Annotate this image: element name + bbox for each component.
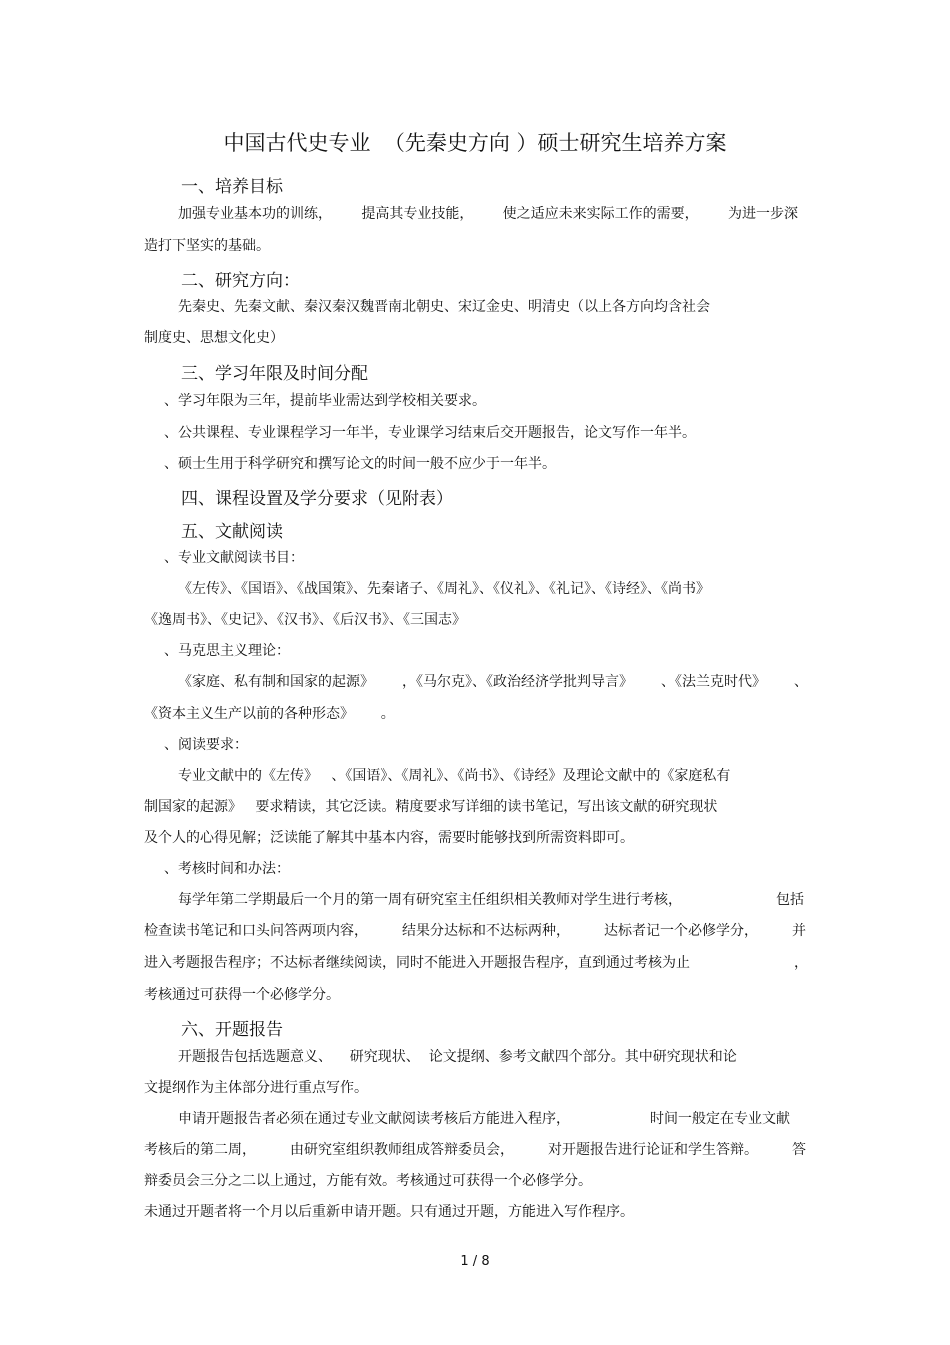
subsection-label: 、马克思主义理论： bbox=[164, 643, 290, 659]
text-segment: 答 bbox=[792, 1142, 806, 1158]
section-heading-3: 三、学习年限及时间分配 bbox=[181, 364, 368, 384]
text-segment: 使之适应未来实际工作的需要， bbox=[502, 206, 699, 222]
text-segment: 由研究室组织教师组成答辩委员会， bbox=[290, 1142, 514, 1158]
text-segment: 结果分达标和不达标两种， bbox=[402, 923, 570, 939]
text-segment: 并 bbox=[792, 923, 806, 939]
paragraph-line bbox=[144, 1141, 806, 1159]
text-segment: 时间一般定在专业文献 bbox=[650, 1111, 790, 1127]
text-segment: ， bbox=[794, 955, 808, 971]
paragraph-line: 辩委员会三分之二以上通过，方能有效。考核通过可获得一个必修学分。 bbox=[144, 1173, 592, 1189]
text-segment: 包括 bbox=[776, 892, 804, 908]
paragraph-line: 造打下坚实的基础。 bbox=[144, 238, 270, 254]
subsection-label: 、专业文献阅读书目： bbox=[164, 550, 304, 566]
paragraph-line: 考核通过可获得一个必修学分。 bbox=[144, 987, 340, 1003]
section-heading-6: 六、开题报告 bbox=[181, 1020, 283, 1040]
subsection-label: 、考核时间和办法： bbox=[164, 861, 290, 877]
paragraph-line: 《资本主义生产以前的各种形态》 。 bbox=[144, 706, 395, 722]
paragraph-line: 未通过开题者将一个月以后重新申请开题。只有通过开题，方能进入写作程序。 bbox=[144, 1204, 634, 1220]
text-segment: 为进一步深 bbox=[727, 206, 798, 222]
paragraph-line: 《左传》、《国语》、《战国策》、先秦诸子、《周礼》、《仪礼》、《礼记》、《诗经》、《尚书》 bbox=[178, 581, 710, 597]
paragraph-line bbox=[144, 922, 806, 940]
text-segment: 对开题报告进行论证和学生答辩。 bbox=[548, 1142, 758, 1158]
paragraph-line: 专业文献中的《左传》 、《国语》、《周礼》、《尚书》、《诗经》及理论文献中的《家庭私有 bbox=[178, 768, 731, 784]
paragraph-line bbox=[178, 891, 804, 909]
paragraph-line: 先秦史、先秦文献、秦汉秦汉魏晋南北朝史、宋辽金史、明清史（以上各方向均含社会 bbox=[178, 299, 710, 315]
text-segment: 、 bbox=[794, 674, 808, 690]
paragraph-line bbox=[178, 673, 808, 691]
paragraph-line bbox=[178, 1110, 790, 1128]
text-segment: 提高其专业技能， bbox=[361, 206, 474, 222]
section-heading-5: 五、文献阅读 bbox=[181, 522, 283, 542]
text-segment: 进入考题报告程序；不达标者继续阅读，同时不能进入开题报告程序，直到通过考核为止 bbox=[144, 955, 690, 971]
text-segment: 检查读书笔记和口头问答两项内容， bbox=[144, 923, 368, 939]
paragraph-line: 制国家的起源》 要求精读，其它泛读。精度要求写详细的读书笔记，写出该文献的研究现状 bbox=[144, 799, 718, 815]
document-title: 中国古代史专业 （先秦史方向 ）硕士研究生培养方案 bbox=[223, 131, 727, 155]
paragraph-line: 及个人的心得见解；泛读能了解其中基本内容，需要时能够找到所需资料即可。 bbox=[144, 830, 634, 846]
section-heading-2: 二、研究方向： bbox=[181, 271, 300, 291]
text-segment: 申请开题报告者必须在通过专业文献阅读考核后方能进入程序， bbox=[178, 1111, 570, 1127]
paragraph-line: 制度史、思想文化史） bbox=[144, 330, 284, 346]
paragraph-line bbox=[178, 205, 798, 223]
text-segment: 达标者记一个必修学分， bbox=[604, 923, 758, 939]
text-segment: ，《马尔克》、《政治经济学批判导言》 bbox=[402, 674, 633, 690]
paragraph-line: 文提纲作为主体部分进行重点写作。 bbox=[144, 1080, 368, 1096]
list-item: 、学习年限为三年，提前毕业需达到学校相关要求。 bbox=[164, 393, 486, 409]
paragraph-line bbox=[144, 954, 808, 972]
text-segment: 《家庭、私有制和国家的起源》 bbox=[178, 674, 374, 690]
section-heading-4: 四、课程设置及学分要求（见附表） bbox=[181, 489, 453, 509]
text-segment: 每学年第二学期最后一个月的第一周有研究室主任组织相关教师对学生进行考核， bbox=[178, 892, 682, 908]
section-heading-1: 一、培养目标 bbox=[181, 177, 283, 197]
list-item: 、硕士生用于科学研究和撰写论文的时间一般不应少于一年半。 bbox=[164, 456, 556, 472]
text-segment: 、《法兰克时代》 bbox=[661, 674, 766, 690]
list-item: 、公共课程、专业课程学习一年半，专业课学习结束后交开题报告，论文写作一年半。 bbox=[164, 425, 696, 441]
text-segment: 加强专业基本功的训练， bbox=[178, 206, 332, 222]
text-segment: 考核后的第二周， bbox=[144, 1142, 256, 1158]
page-number: 1 / 8 bbox=[460, 1254, 490, 1269]
paragraph-line: 《逸周书》、《史记》、《汉书》、《后汉书》、《三国志》 bbox=[144, 612, 466, 628]
paragraph-line: 开题报告包括选题意义、 研究现状、 论文提纲、参考文献四个部分。其中研究现状和论 bbox=[178, 1049, 737, 1065]
subsection-label: 、阅读要求： bbox=[164, 737, 248, 753]
